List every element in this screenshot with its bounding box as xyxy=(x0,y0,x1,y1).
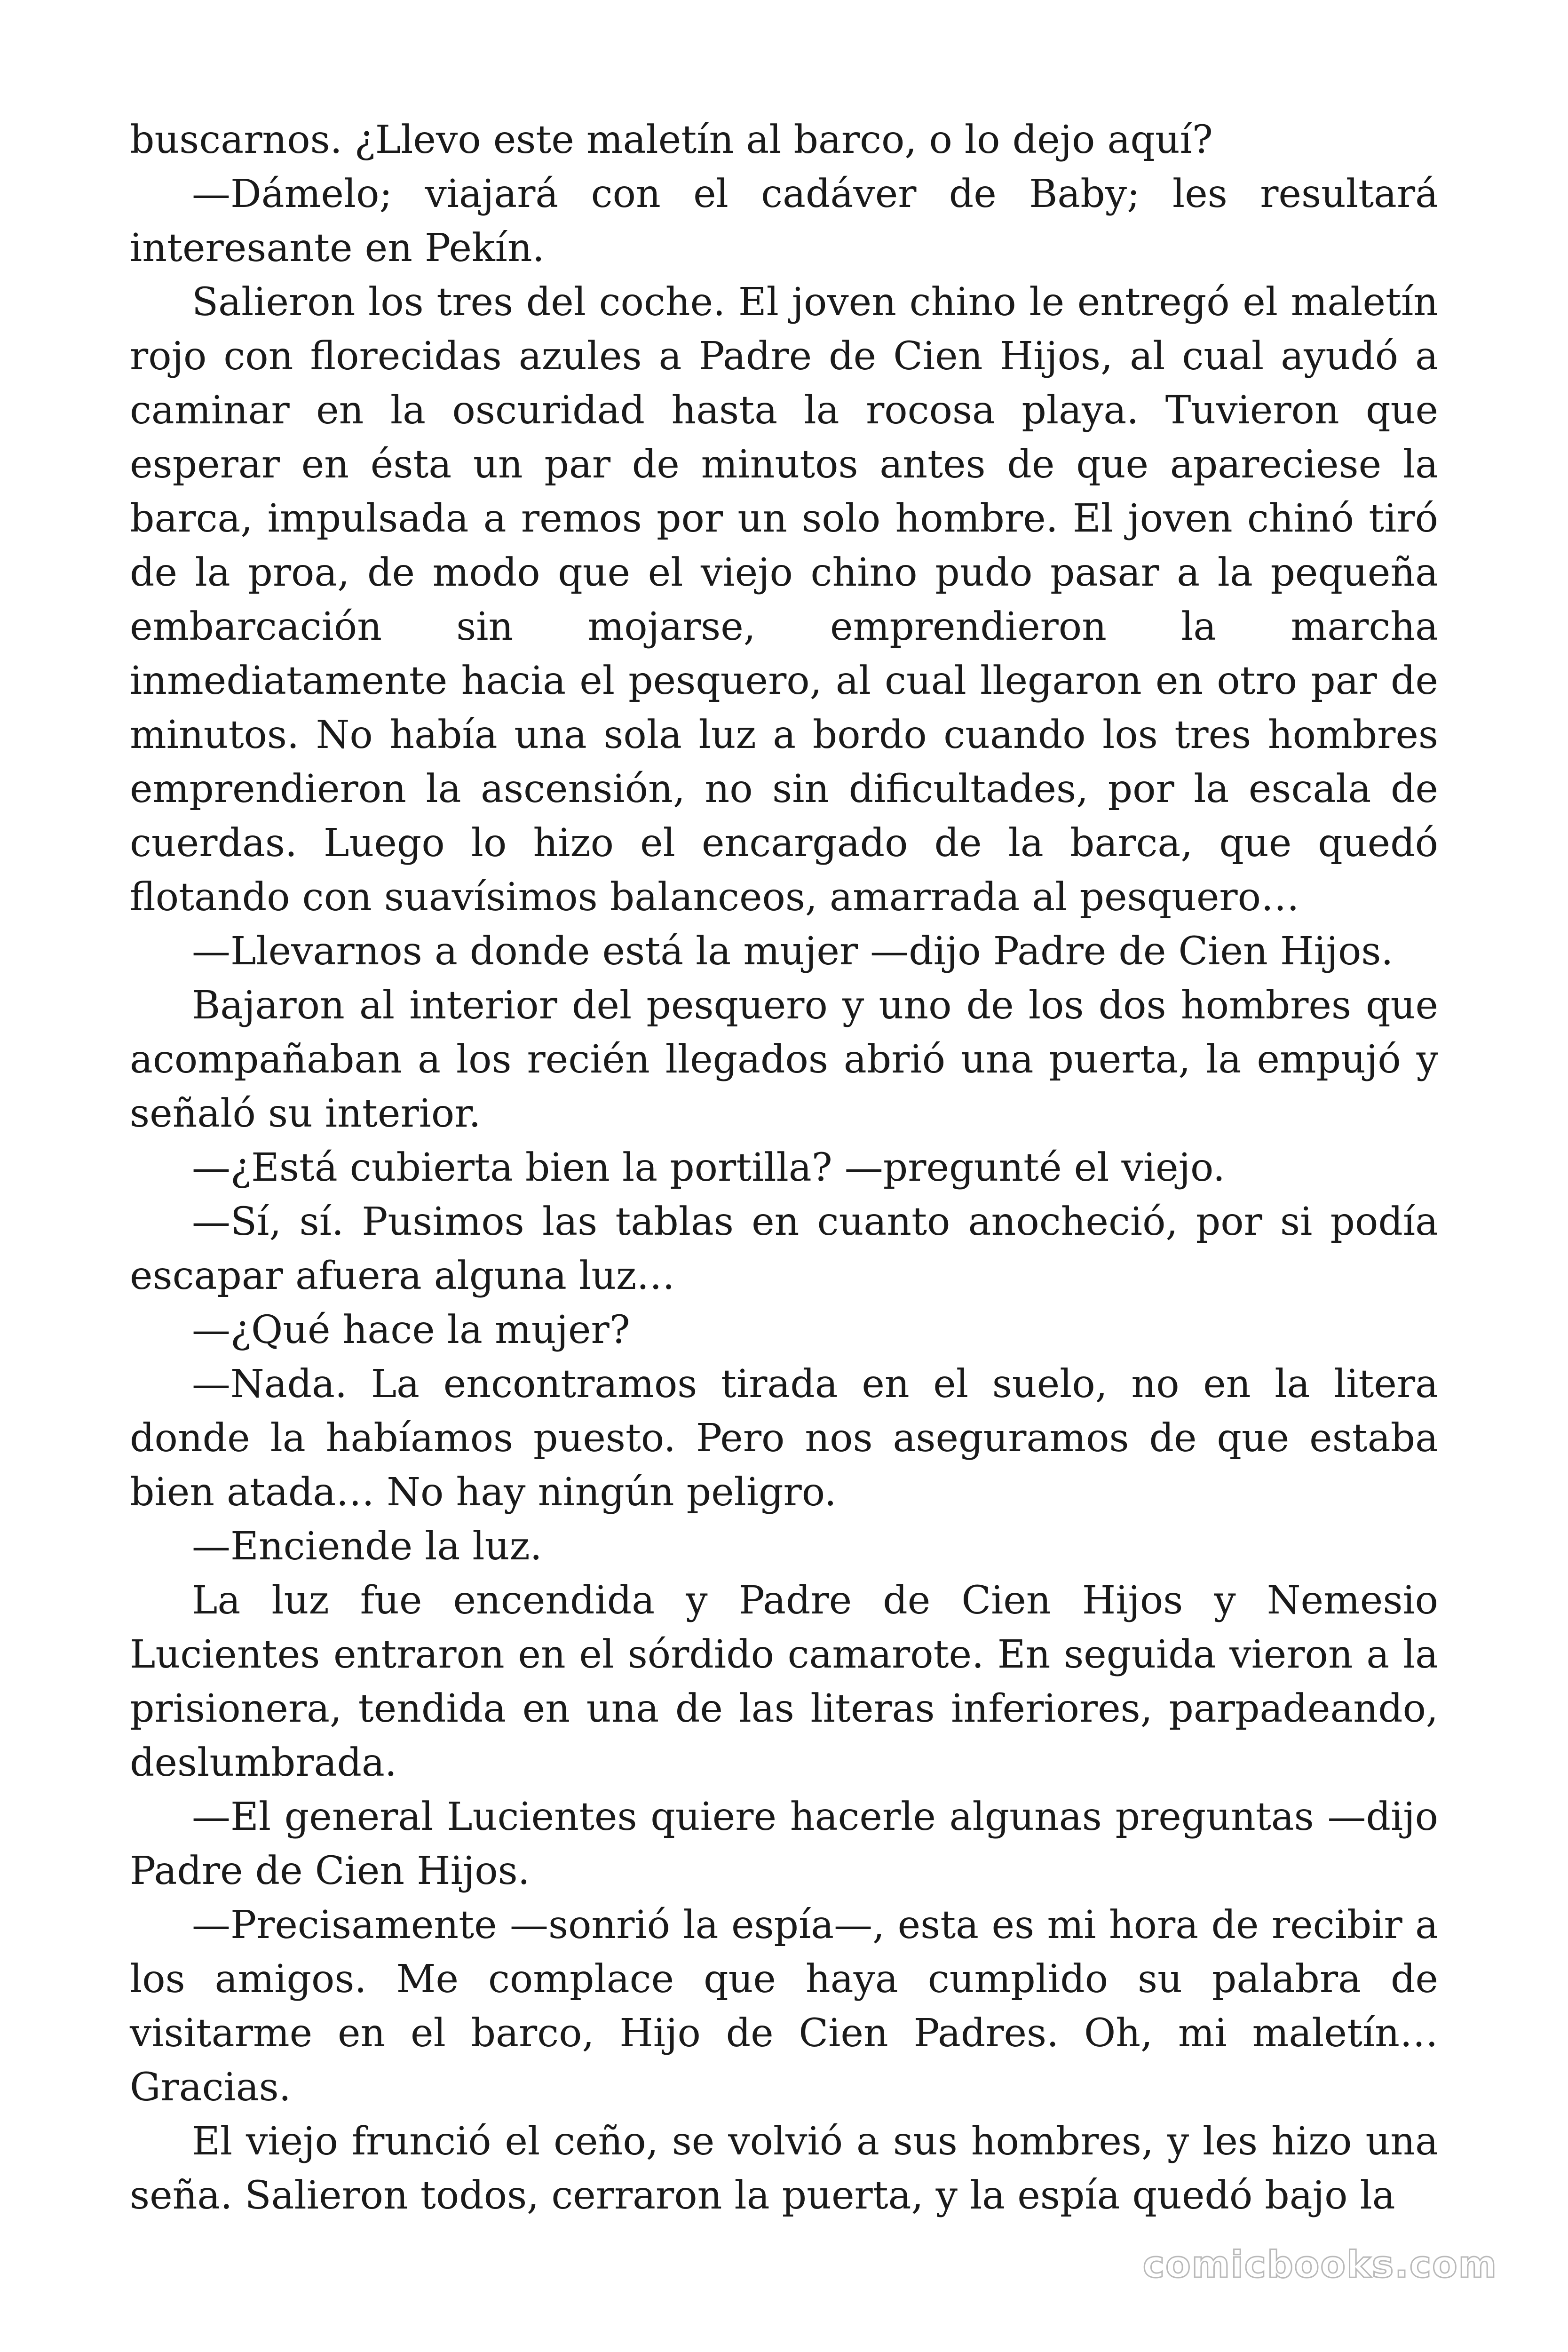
paragraph: Bajaron al interior del pesquero y uno de los dos hombres que acompañaban a los recién llegados abrió una puerta, la empujó y señaló su interior. xyxy=(130,983,1438,1136)
paragraph: —El general Lucientes quiere hacerle algunas preguntas —dijo Padre de Cien Hijos. xyxy=(130,1795,1438,1893)
paragraph: buscarnos. ¿Llevo este maletín al barco, o lo dejo aquí? xyxy=(130,118,1213,162)
paragraph: El viejo frunció el ceño, se volvió a sus hombres, y les hizo una seña. Salieron todos, cerraron la puerta, y la espía quedó bajo la xyxy=(130,2119,1438,2218)
watermark: comicbooks.com xyxy=(1142,2244,1497,2286)
paragraph: Salieron los tres del coche. El joven chino le entregó el maletín rojo con florecidas azules a Padre de Cien Hijos, al cual ayudó a caminar en la oscuridad hasta la rocosa playa. Tuvieron que esperar en ésta un par de minutos antes de que apareciese la barca, impulsada a remos por un solo hombre. El joven chinó tiró de la proa, de modo que el viejo chino pudo pasar a la pequeña embarcación sin mojarse, emprendieron la marcha inmediatamente hacia el pesquero, al cual llegaron en otro par de minutos. No había una sola luz a bordo cuando los tres hombres emprendieron la ascensión, no sin dificultades, por la escala de cuerdas. Luego lo hizo el encargado de la barca, que quedó flotando con suavísimos balanceos, amarrada al pesquero… xyxy=(130,280,1438,920)
paragraph: —Sí, sí. Pusimos las tablas en cuanto anocheció, por si podía escapar afuera alguna luz… xyxy=(130,1200,1438,1298)
paragraph: —Llevarnos a donde está la mujer —dijo Padre de Cien Hijos. xyxy=(192,929,1394,974)
paragraph: La luz fue encendida y Padre de Cien Hijos y Nemesio Lucientes entraron en el sórdido camarote. En seguida vieron a la prisionera, tendida en una de las literas inferiores, parpadeando, deslumbrada. xyxy=(130,1578,1438,1785)
paragraph: —¿Qué hace la mujer? xyxy=(192,1308,630,1352)
paragraph: —Dámelo; viajará con el cadáver de Baby; les resultará interesante en Pekín. xyxy=(130,172,1438,270)
paragraph: —Enciende la luz. xyxy=(192,1524,542,1569)
paragraph: —Precisamente —sonrió la espía—, esta es mi hora de recibir a los amigos. Me complace que haya cumplido su palabra de visitarme en el barco, Hijo de Cien Padres. Oh, mi maletín… Gracias. xyxy=(130,1903,1438,2110)
paragraph: —¿Está cubierta bien la portilla? —pregunté el viejo. xyxy=(192,1145,1225,1190)
paragraph: —Nada. La encontramos tirada en el suelo, no en la litera donde la habíamos puesto. Pero nos aseguramos de que estaba bien atada… No hay ningún peligro. xyxy=(130,1362,1438,1515)
body-text xyxy=(130,113,1438,2223)
